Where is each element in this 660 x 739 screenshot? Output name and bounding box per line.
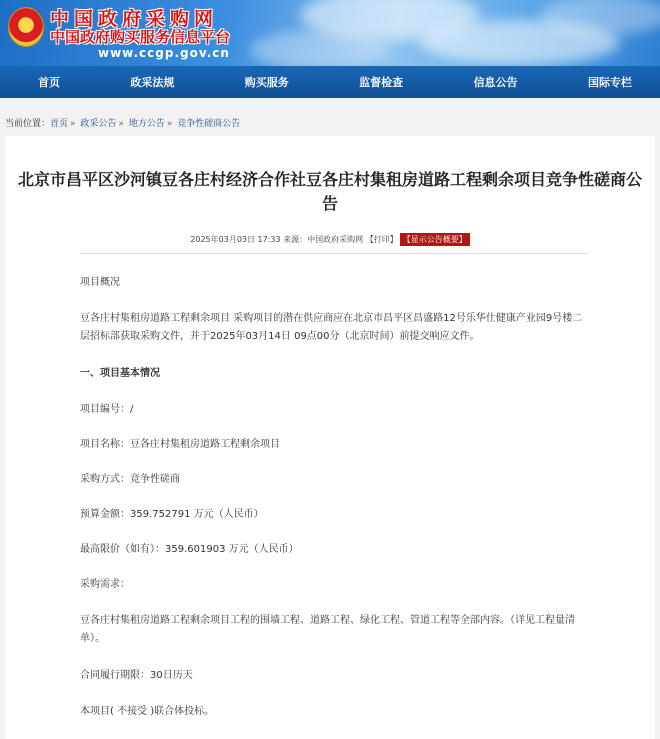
paragraph-project-number: 项目编号：/ <box>80 404 134 415</box>
breadcrumb-item-local[interactable]: 地方公告 <box>128 119 165 129</box>
national-emblem-icon: ★ <box>8 7 44 47</box>
article-title: 北京市昌平区沙河镇豆各庄村经济合作社豆各庄村集租房道路工程剩余项目竞争性磋商公告 <box>17 170 642 213</box>
breadcrumb-separator: » <box>70 119 76 129</box>
breadcrumb-item-gov-procurement[interactable]: 政采公告 <box>80 119 117 129</box>
site-banner <box>0 0 660 66</box>
section-heading-basic-info: 一、项目基本情况 <box>80 368 160 379</box>
nav-item-international[interactable]: 国际专栏 <box>587 76 632 89</box>
site-subtitle: 中国政府购买服务信息平台 <box>50 28 231 46</box>
breadcrumb-prefix: 当前位置： <box>5 119 51 129</box>
paragraph-consortium: 本项目( 不接受 )联合体投标。 <box>80 706 215 717</box>
divider <box>80 253 588 254</box>
main-nav <box>0 66 660 98</box>
nav-item-announcements[interactable]: 信息公告 <box>473 76 518 89</box>
paragraph-overview-heading: 项目概况 <box>80 277 120 288</box>
show-summary-button[interactable]: 【显示公告概要】 <box>400 233 470 246</box>
site-name[interactable]: 中国政府采购网 <box>50 8 219 30</box>
paragraph-overview: 豆各庄村集租房道路工程剩余项目 采购项目的潜在供应商应在北京市昌平区昌盛路12号乐华仕健康产业园9号楼二层招标部获取采购文件，并于2025年03月14日 09点00分（北京时间）前提交响应文件。 <box>80 313 583 342</box>
breadcrumb-item-home[interactable]: 首页 <box>50 119 69 129</box>
paragraph-max-price: 最高限价（如有）：359.601903 万元（人民币） <box>80 544 299 555</box>
site-url: www.ccgp.gov.cn <box>98 46 230 60</box>
paragraph-procurement-method: 采购方式：竞争性磋商 <box>80 474 180 485</box>
nav-item-purchase-services[interactable]: 购买服务 <box>244 76 289 89</box>
breadcrumb <box>5 116 240 129</box>
nav-item-regulations[interactable]: 政采法规 <box>130 76 175 89</box>
paragraph-requirements-heading: 采购需求： <box>80 579 130 590</box>
article-meta <box>5 233 655 246</box>
paragraph-project-name: 项目名称：豆各庄村集租房道路工程剩余项目 <box>80 439 280 450</box>
paragraph-requirements: 豆各庄村集租房道路工程剩余项目工程的围墙工程、道路工程、绿化工程、管道工程等全部内容。（详见工程量清单）。 <box>80 615 575 644</box>
print-link[interactable]: 【打印】 <box>365 235 398 244</box>
paragraph-contract-period: 合同履行期限：30日历天 <box>80 670 193 681</box>
source-label: 来源： <box>283 235 308 244</box>
article-date: 2025年03月03日 17:33 <box>190 235 281 244</box>
article-card <box>5 136 655 739</box>
article-source: 中国政府采购网 <box>307 235 364 244</box>
breadcrumb-separator: » <box>118 119 124 129</box>
breadcrumb-item-consultation[interactable]: 竞争性磋商公告 <box>177 119 241 129</box>
breadcrumb-separator: » <box>166 119 173 129</box>
nav-item-home[interactable]: 首页 <box>38 76 60 89</box>
nav-item-supervision[interactable]: 监督检查 <box>359 76 404 89</box>
paragraph-budget: 预算金额：359.752791 万元（人民币） <box>80 509 264 520</box>
